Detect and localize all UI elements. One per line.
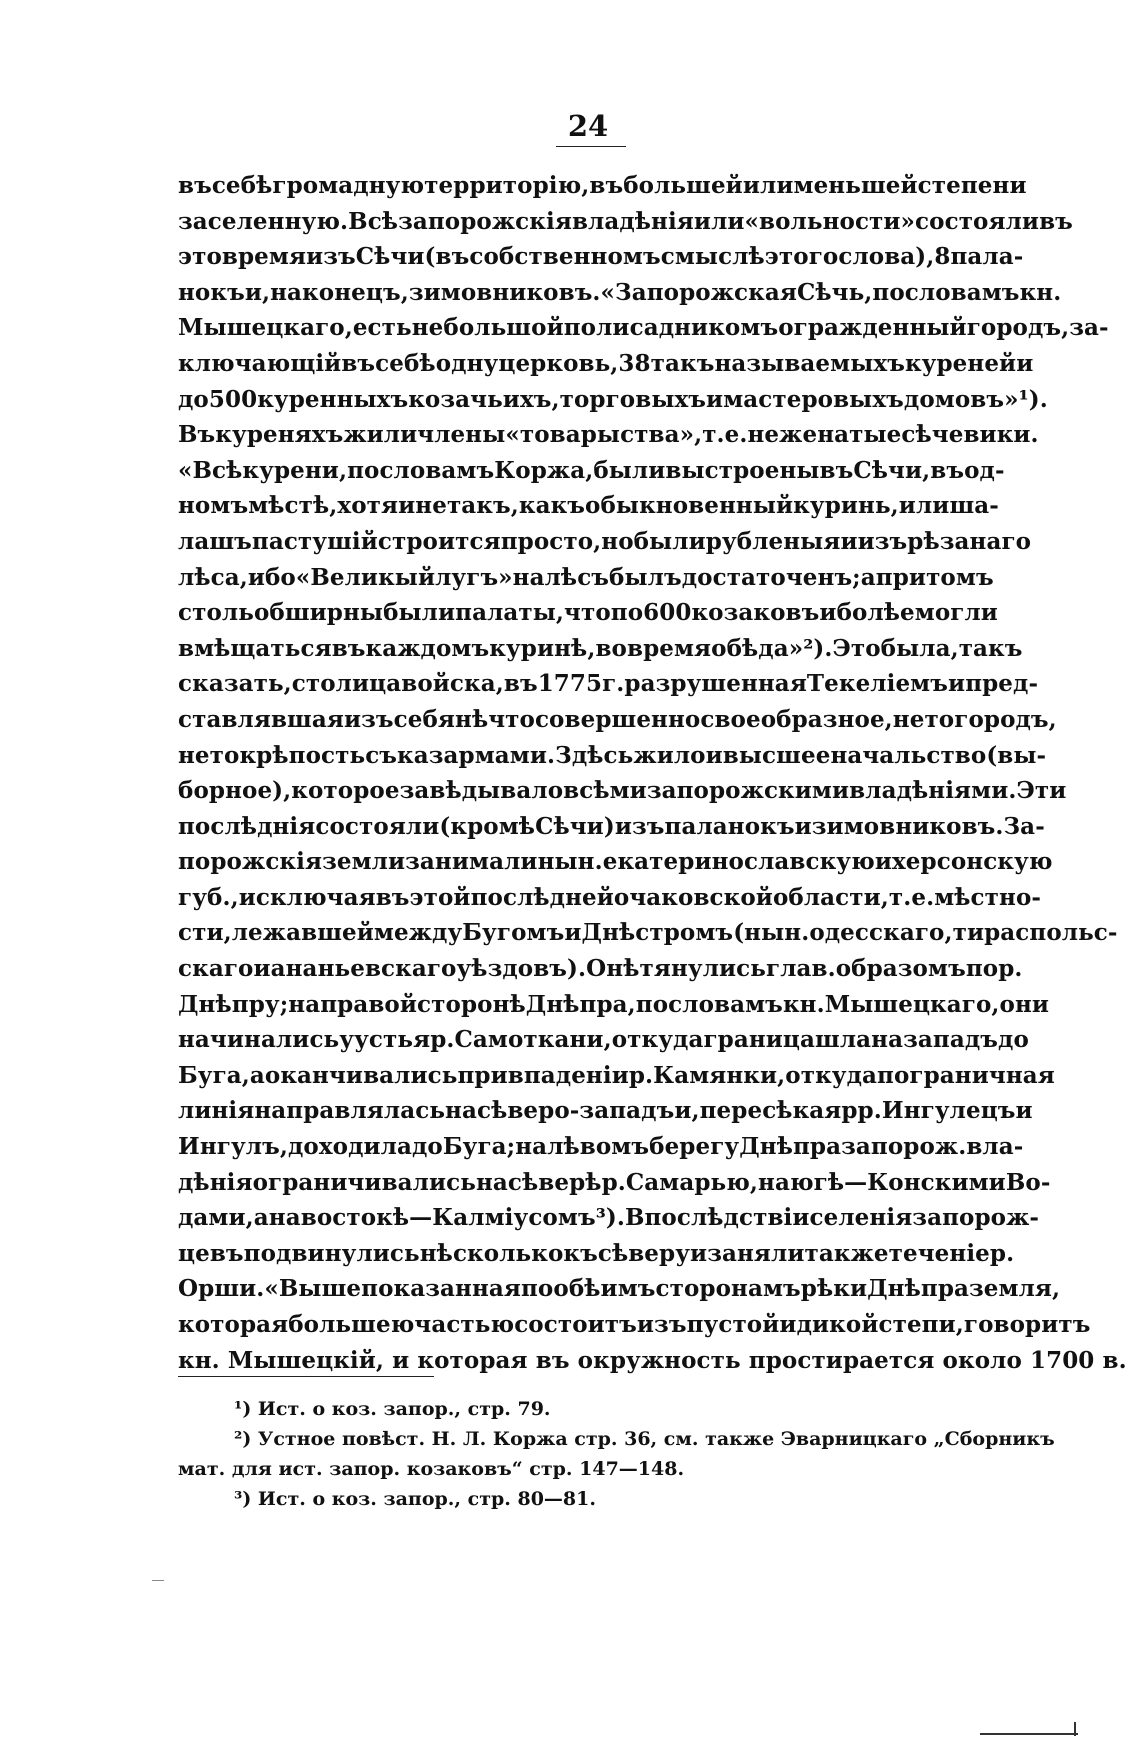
footnote-2-continuation: мат. для ист. запор. козаковъ“ стр. 147—148. (178, 1458, 685, 1480)
text-line: номъ мѣстѣ, хотя и не такъ, какъ обыкновенный куринь, или ша- (178, 492, 999, 520)
footnote-1: ¹) Ист. о коз. запор., стр. 79. (234, 1398, 551, 1420)
text-line: Въ куреняхъ жили члены «товарыства», т. е. неженатые сѣчевики. (178, 421, 1039, 449)
footnote-3: ³) Ист. о коз. запор., стр. 80—81. (234, 1488, 596, 1510)
text-line: цевъ подвинулись нѣсколько къ сѣверу и заняли также теченіе р. (178, 1239, 1015, 1267)
text-line: въ себѣ громадную территорію, въ большей или меньшей степени (178, 172, 1027, 199)
body-text (178, 168, 1127, 1378)
text-line: лѣса, ибо «Великый лугъ» на лѣсъ былъ достаточенъ; а при томъ (178, 563, 994, 591)
footnote-2: ²) Устное повѣст. Н. Л. Коржа стр. 36, см. также Эварницкаго „Сборникъ (234, 1428, 1055, 1450)
text-line: Ингулъ, доходила до Буга; на лѣвомъ берегу Днѣпра запорож. вла- (178, 1133, 1024, 1161)
page-edge-mark (980, 1733, 1078, 1735)
footnotes (178, 1394, 1055, 1514)
text-line: нокъ и, наконецъ, зимовниковъ. «Запорожская Сѣчь, по словамъ кн. (178, 278, 1062, 306)
text-line: которая большею частью состоитъ изъ пустой и дикой степи, говоритъ (178, 1311, 1091, 1338)
page-number-underline (556, 146, 626, 147)
page-number: 24 (567, 109, 609, 143)
text-line: Буга, а оканчивались при впаденіи р. Камянки, откуда пограничная (178, 1061, 1055, 1089)
text-line: сти, лежавшей между Бугомъ и Днѣстромъ (нын. одесскаго, тираспольс- (178, 919, 1118, 947)
text-line: «Всѣ курени, по словамъ Коржа, были выстроены въ Сѣчи, въ од- (178, 456, 1005, 484)
text-line: послѣднія состояли (кромѣ Сѣчи) изъ паланокъ и зимовниковъ. За- (178, 812, 1045, 840)
margin-mark (152, 1580, 164, 1581)
text-line: ставлявшая изъ себя нѣчто совершенно своеобразное, не то городъ, (178, 705, 1057, 733)
text-line: борное), которое завѣдывало всѣми запорожскими владѣніями. Эти (178, 777, 1067, 805)
text-line: кн. Мышецкій, и которая въ окружность простирается около 1700 в. (178, 1346, 1127, 1374)
text-line: дами, а на востокѣ—Калміусомъ ³). Впослѣдствіи селенія запорож- (178, 1204, 1040, 1232)
text-line: лашъ пастушій строится просто, но были рубленыя и изъ рѣзанаго (178, 527, 1032, 555)
text-line: скаго и ананьевскаго уѣздовъ). Онѣ тянулись глав. образомъ по р. (178, 955, 1023, 983)
text-line: заселенную. Всѣ запорожскія владѣнія или «вольности» состояли въ (178, 207, 1073, 235)
text-line: Мышецкаго, есть небольшой полисадникомъ огражденный городъ, за- (178, 314, 1109, 342)
text-line: ключающій въ себѣ одну церковь, 38 такъ называемыхъ куреней и (178, 349, 1034, 377)
text-line: вмѣщаться въ каждомъ куринѣ, во время обѣда» ²). Это была, такъ (178, 634, 1023, 662)
text-line: Орши. «Выше показанная по обѣимъ сторонамъ рѣки Днѣпра земля, (178, 1275, 1061, 1303)
text-line: сказать, столица войска, въ 1775 г. разрушенная Текеліемъ и пред- (178, 670, 1039, 698)
text-line: до 500 куренныхъ козачьихъ, торговыхъ и мастеровыхъ домовъ» ¹). (178, 385, 1048, 413)
text-line: дѣнія ограничивались на сѣверѣ р. Самарью, на югѣ—Конскими Во- (178, 1168, 1051, 1196)
text-line: губ., исключая въ этой послѣдней очаковской области, т. е. мѣстно- (178, 883, 1042, 911)
footnote-separator (178, 1376, 434, 1377)
text-line: порожскія земли занимали нын. екатеринославскую и херсонскую (178, 848, 1053, 876)
text-line: столь обширны были палаты, что по 600 козаковъ и болѣе могли (178, 599, 998, 627)
text-line: линія направлялась на сѣверо-западъ и, пересѣкая рр. Ингулецъ и (178, 1097, 1033, 1125)
text-line: начинались у устья р. Самоткани, откуда граница шла на западъ до (178, 1026, 1029, 1054)
text-line: не то крѣпость съ казармами. Здѣсь жило и высшее начальство (вы- (178, 741, 1047, 769)
text-line: это время изъ Сѣчи (въ собственномъ смыслѣ этого слова), 8 пала- (178, 243, 1024, 271)
text-line: Днѣпру; на правой сторонѣ Днѣпра, по словамъ кн. Мышецкаго, они (178, 990, 1050, 1018)
page-edge-tick (1074, 1722, 1076, 1736)
